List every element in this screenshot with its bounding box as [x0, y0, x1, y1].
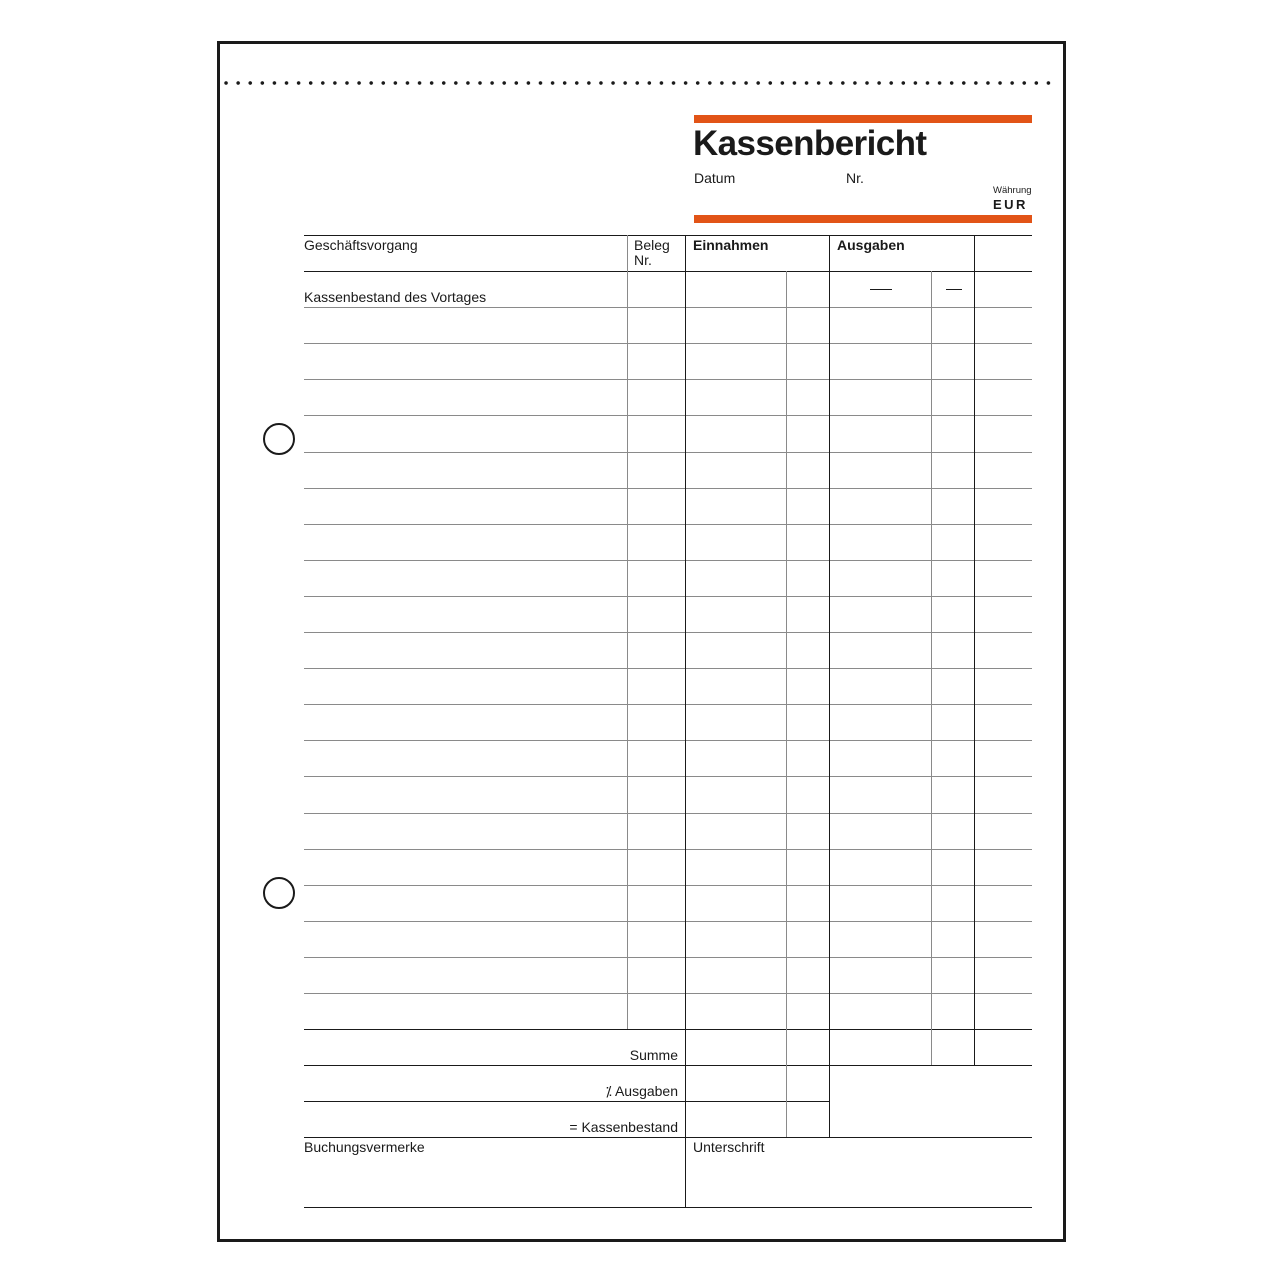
header-accent-bar-bottom — [694, 215, 1032, 223]
einnahmen-cents-line — [786, 271, 787, 1137]
table-row-rule — [304, 668, 1032, 669]
table-row-rule — [304, 379, 1032, 380]
waehrung-label: Währung — [993, 185, 1032, 196]
table-row-rule — [304, 813, 1032, 814]
ausgaben-right-line — [974, 235, 975, 1065]
table-row-rule — [304, 776, 1032, 777]
table-row-rule — [304, 307, 1032, 308]
summe-label: Summe — [629, 1047, 678, 1063]
datum-label: Datum — [694, 170, 736, 186]
table-row-rule — [304, 921, 1032, 922]
punch-hole-bottom — [263, 877, 295, 909]
table-row-rule — [304, 993, 1032, 994]
table-row-rule — [304, 452, 1032, 453]
signature-rule — [304, 1207, 1032, 1208]
kassenbestand-label: = Kassenbestand — [569, 1119, 678, 1135]
kassenbestand-rule — [304, 1137, 1032, 1138]
beleg-left-line — [627, 235, 628, 1029]
table-row-rule — [304, 488, 1032, 489]
ausgaben-left-line — [829, 235, 830, 1137]
waehrung-value: EUR — [993, 197, 1028, 212]
buchungsvermerke-label: Buchungsvermerke — [304, 1139, 425, 1155]
nr-label: Nr. — [846, 170, 864, 186]
column-header-ausgaben: Ausgaben — [837, 237, 905, 253]
ausgaben-dash-2 — [946, 289, 962, 290]
table-row-rule — [304, 885, 1032, 886]
column-header-vorgang: Geschäftsvorgang — [304, 237, 418, 253]
column-header-beleg-nr: Nr. — [634, 252, 652, 268]
punch-hole-top — [263, 423, 295, 455]
perforation-line — [220, 80, 1058, 86]
table-row-rule — [304, 415, 1032, 416]
table-row-rule — [304, 704, 1032, 705]
form-title: Kassenbericht — [693, 124, 927, 163]
table-row-rule — [304, 632, 1032, 633]
table-header-rule — [304, 271, 1032, 272]
ausgaben-cents-line — [931, 271, 932, 1065]
einnahmen-left-line — [685, 235, 686, 1137]
table-top-rule — [304, 235, 1032, 236]
table-row-rule — [304, 596, 1032, 597]
ausgaben-dash-1 — [870, 289, 892, 290]
column-header-beleg: Beleg — [634, 237, 670, 253]
minus-ausgaben-label: ⁒ Ausgaben — [605, 1083, 678, 1099]
vortag-row-label: Kassenbestand des Vortages — [304, 289, 487, 305]
table-body-end-rule — [304, 1029, 1032, 1030]
summe-rule — [304, 1065, 1032, 1066]
table-row-rule — [304, 849, 1032, 850]
column-header-einnahmen: Einnahmen — [693, 237, 769, 253]
table-row-rule — [304, 957, 1032, 958]
ausgaben-rule — [304, 1101, 830, 1102]
signature-divider — [685, 1137, 686, 1207]
unterschrift-label: Unterschrift — [693, 1139, 765, 1155]
header-accent-bar-top — [694, 115, 1032, 123]
table-row-rule — [304, 343, 1032, 344]
table-row-rule — [304, 524, 1032, 525]
table-row-rule — [304, 740, 1032, 741]
table-row-rule — [304, 560, 1032, 561]
